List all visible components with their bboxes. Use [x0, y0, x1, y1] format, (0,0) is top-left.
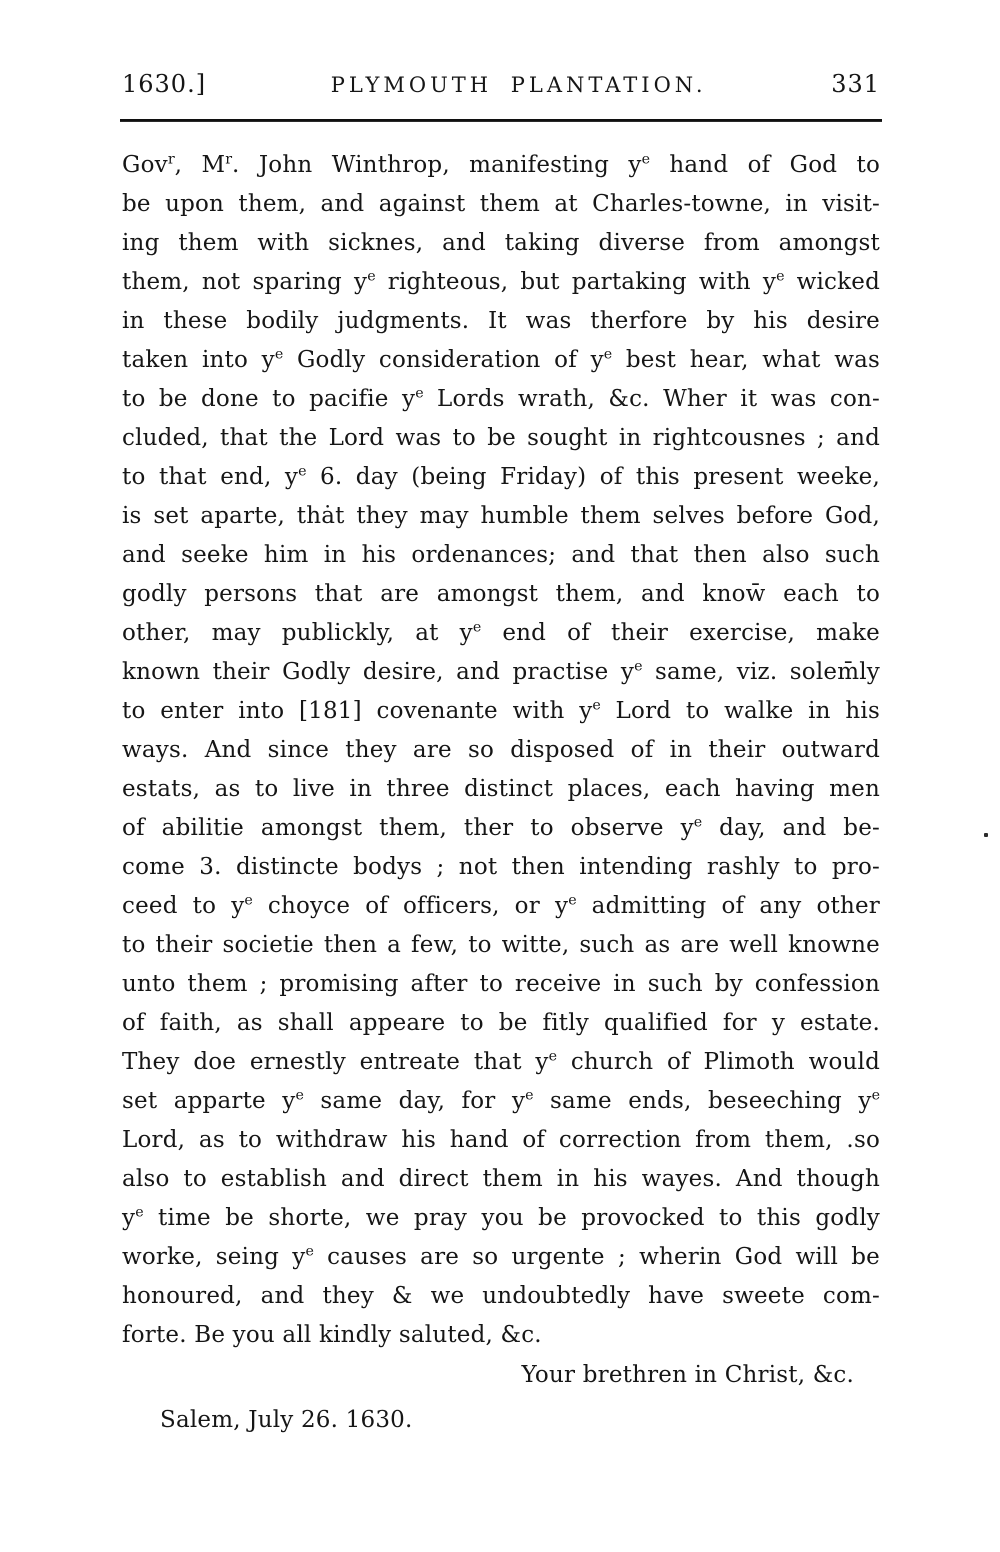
letter-signature: Your brethren in Christ, &c. [521, 1362, 854, 1388]
body-line: godly persons that are amongst them, and know̄ each to [122, 581, 880, 607]
page-number: 331 [831, 70, 880, 98]
header-rule [120, 119, 882, 122]
body-text [122, 146, 880, 1440]
scan-artifact-speck [984, 833, 988, 837]
body-line: set apparte $y^e$ same day, for $y^e$ same ends, beseeching $y^e$ [122, 1087, 881, 1114]
letter-dateline: Salem, July 26. 1630. [160, 1407, 413, 1433]
body-line: in these bodily judgments. It was therfore by his desire [122, 308, 880, 334]
body-line: worke, seing $y^e$ causes are so urgente ; wherin God will be [122, 1243, 880, 1270]
body-line: ceed to $y^e$ choyce of officers, or $y^e$ admitting of any other [122, 892, 881, 919]
body-line: come 3. distincte bodys ; not then intending rashly to pro- [122, 854, 880, 880]
body-line: honoured, and they & we undoubtedly have sweete com- [122, 1283, 880, 1309]
body-line: known their Godly desire, and practise $y^e$ same, viz. solem̄ly [122, 658, 880, 685]
body-line: taken into $y^e$ Godly consideration of $y^e$ best hear, what was [122, 346, 881, 373]
body-line: other, may publickly, at $y^e$ end of their exercise, make [122, 619, 880, 646]
body-line: of faith, as shall appeare to be fitly qualified for y estate. [122, 1010, 880, 1036]
body-line: also to establish and direct them in his wayes. And though [122, 1166, 880, 1192]
body-line: ways. And since they are so disposed of in their outward [122, 737, 880, 763]
body-line: to enter into [181] covenante with $y^e$ Lord to walke in his [122, 697, 880, 724]
body-line: unto them ; promising after to receive in such by confession [122, 971, 880, 997]
body-line: and seeke him in his ordenances; and that then also such [122, 542, 880, 568]
body-line: them, not sparing $y^e$ righteous, but partaking with $y^e$ wicked [122, 268, 880, 295]
body-line: of abilitie amongst them, ther to observe $y^e$ day, and be- [122, 814, 880, 841]
body-line: to their societie then a few, to witte, such as are well knowne [122, 932, 880, 958]
body-line: Lord, as to withdraw his hand of correction from them, .so [122, 1127, 880, 1153]
body-line: is set aparte, thȧt they may humble them selves before God, [122, 503, 880, 529]
body-line: ing them with sicknes, and taking diverse from amongst [122, 230, 880, 256]
running-title: PLYMOUTH PLANTATION. [330, 73, 707, 97]
body-line: Gov$^r$, $M^r$. John Winthrop, manifesting $y^e$ hand of God to [122, 151, 880, 178]
body-line: forte. Be you all kindly saluted, &c. [122, 1322, 542, 1348]
body-line: to that end, $y^e$ 6. day (being Friday) of this present weeke, [122, 463, 880, 490]
body-line: to be done to pacifie $y^e$ Lords wrath, &c. Wher it was con- [122, 385, 881, 412]
body-line: cluded, that the Lord was to be sought in rightcousnes ; and [122, 425, 880, 451]
page-header [122, 70, 880, 100]
body-line: be upon them, and against them at Charles-towne, in visit- [122, 191, 880, 217]
header-year: 1630.] [122, 70, 207, 98]
body-line: They doe ernestly entreate that $y^e$ church of Plimoth would [122, 1048, 880, 1075]
body-line: estats, as to live in three distinct places, each having men [122, 776, 880, 802]
body-line: $y^e$ time be shorte, we pray you be provocked to this godly [122, 1204, 880, 1231]
